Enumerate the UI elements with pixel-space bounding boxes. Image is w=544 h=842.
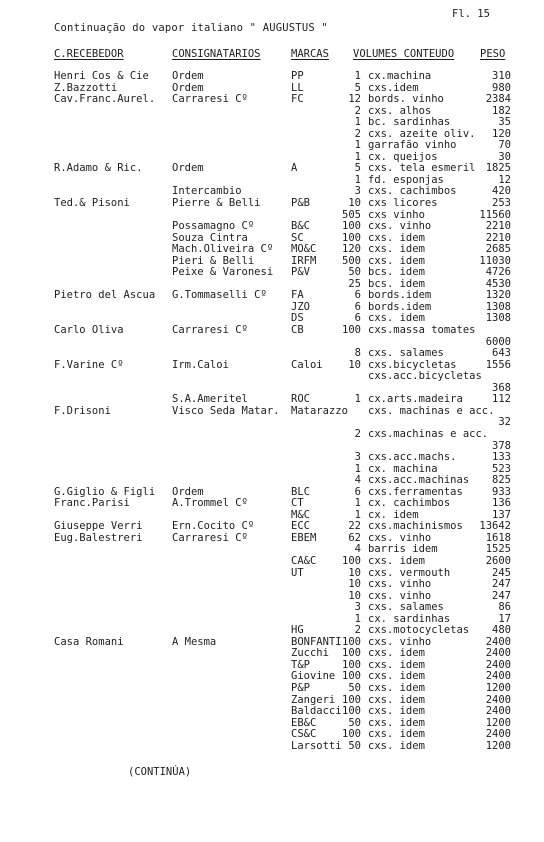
volume-quantity-cell: 100	[342, 670, 361, 683]
table-row	[0, 648, 544, 660]
continues-note: (CONTINÚA)	[128, 766, 192, 778]
conteudo-cell: cxs. idem	[368, 658, 425, 671]
table-row	[0, 302, 544, 314]
marca-cell: A	[291, 162, 298, 175]
recebedor-cell: Franc.Parisi	[54, 497, 130, 510]
peso-cell: 2685	[485, 243, 511, 256]
table-row	[0, 475, 544, 487]
volume-quantity-cell: 500	[342, 254, 361, 267]
volume-quantity-cell: 1	[354, 612, 361, 625]
conteudo-cell: cxs. vinho	[368, 531, 432, 544]
volume-quantity-cell: 100	[342, 728, 361, 741]
peso-cell: 2400	[485, 635, 511, 648]
conteudo-cell: cx. cachimbos	[368, 497, 451, 510]
consignatario-cell: Mach.Oliveira Cº	[172, 243, 274, 256]
conteudo-cell: bords.idem	[368, 289, 432, 302]
peso-cell: 12	[498, 173, 511, 186]
peso-cell: 378	[492, 439, 511, 452]
conteudo-cell: cxs. vinho	[368, 589, 432, 602]
peso-cell: 1525	[485, 543, 511, 556]
table-row	[0, 71, 544, 83]
marca-cell: P&P	[291, 681, 310, 694]
peso-cell: 1825	[485, 162, 511, 175]
volume-quantity-cell: 100	[342, 658, 361, 671]
consignatario-cell: Ordem	[172, 485, 204, 498]
marca-cell: BONFANTI	[291, 635, 342, 648]
conteudo-cell: cx. machina	[368, 462, 438, 475]
peso-cell: 2400	[485, 693, 511, 706]
peso-cell: 310	[492, 70, 511, 82]
peso-cell: 11030	[479, 254, 511, 267]
conteudo-cell: cxs. idem	[368, 705, 425, 718]
volume-quantity-cell: 50	[348, 681, 361, 694]
table-row	[0, 544, 544, 556]
column-header-consignatarios: CONSIGNATARIOS	[172, 48, 261, 60]
peso-cell: 4726	[485, 266, 511, 279]
marca-cell: Caloi	[291, 358, 323, 371]
conteudo-cell: cxs. idem	[368, 554, 425, 567]
conteudo-cell: cx. queijos	[368, 150, 438, 163]
conteudo-cell: cxs.bicycletas	[368, 358, 457, 371]
marca-cell: P&V	[291, 266, 310, 279]
conteudo-cell: cxs. idem	[368, 670, 425, 683]
peso-cell: 247	[492, 578, 511, 591]
conteudo-cell: cx. sardinhas	[368, 612, 451, 625]
volume-quantity-cell: 8	[354, 347, 361, 360]
table-row	[0, 267, 544, 279]
volume-quantity-cell: 505	[342, 208, 361, 221]
peso-cell: 480	[492, 624, 511, 637]
peso-cell: 86	[498, 601, 511, 614]
consignatario-cell: A.Trommel Cº	[172, 497, 248, 510]
consignatario-cell: Ordem	[172, 81, 204, 94]
conteudo-cell: cxs. idem	[368, 739, 425, 752]
marca-cell: B&C	[291, 220, 310, 233]
page-title: Continuação do vapor italiano " AUGUSTUS "	[54, 22, 328, 34]
table-row	[0, 406, 544, 418]
peso-cell: 2210	[485, 231, 511, 244]
recebedor-cell: Pietro del Ascua	[54, 289, 156, 302]
table-row	[0, 106, 544, 118]
volume-quantity-cell: 10	[348, 578, 361, 591]
volume-quantity-cell: 3	[354, 451, 361, 464]
marca-cell: CS&C	[291, 728, 317, 741]
conteudo-cell: cxs. vinho	[368, 635, 432, 648]
marca-cell: T&P	[291, 658, 310, 671]
volume-quantity-cell: 1	[354, 150, 361, 163]
consignatario-cell: Ern.Cocito Cº	[172, 520, 255, 533]
table-row	[0, 429, 544, 441]
conteudo-cell: cxs.motocycletas	[368, 624, 470, 637]
table-row	[0, 452, 544, 464]
peso-cell: 643	[492, 347, 511, 360]
conteudo-cell: cxs vinho	[368, 208, 425, 221]
conteudo-cell: cxs licores	[368, 197, 438, 210]
volume-quantity-cell: 2	[354, 127, 361, 140]
column-header-volumes-conteudo: VOLUMES CONTEUDO	[353, 48, 455, 60]
table-row	[0, 244, 544, 256]
peso-cell: 1200	[485, 681, 511, 694]
table-row	[0, 568, 544, 580]
marca-cell: P&B	[291, 197, 310, 210]
conteudo-cell: cxs. idem	[368, 693, 425, 706]
table-row	[0, 579, 544, 591]
table-row	[0, 210, 544, 222]
recebedor-cell: Ted.& Pisoni	[54, 197, 130, 210]
peso-cell: 30	[498, 150, 511, 163]
table-row	[0, 337, 544, 349]
volume-quantity-cell: 100	[342, 647, 361, 660]
conteudo-cell: cxs. alhos	[368, 104, 432, 117]
peso-cell: 1200	[485, 716, 511, 729]
volume-quantity-cell: 6	[354, 300, 361, 313]
conteudo-cell: cxs. cachimbos	[368, 185, 457, 198]
conteudo-cell: cxs. idem	[368, 254, 425, 267]
volume-quantity-cell: 1	[354, 116, 361, 129]
volume-quantity-cell: 12	[348, 93, 361, 106]
consignatario-cell: Carraresi Cº	[172, 93, 248, 106]
volume-quantity-cell: 1	[354, 70, 361, 82]
conteudo-cell: cx.arts.madeira	[368, 393, 463, 406]
recebedor-cell: F.Varine Cº	[54, 358, 124, 371]
conteudo-cell: cxs. salames	[368, 347, 444, 360]
conteudo-cell: barris idem	[368, 543, 438, 556]
volume-quantity-cell: 100	[342, 231, 361, 244]
marca-cell: Zucchi	[291, 647, 329, 660]
peso-cell: 1308	[485, 312, 511, 325]
peso-cell: 933	[492, 485, 511, 498]
peso-cell: 2400	[485, 728, 511, 741]
table-row	[0, 729, 544, 741]
table-row	[0, 591, 544, 603]
conteudo-cell: cxs.acc.bicycletas	[368, 370, 482, 383]
manifest-table	[0, 71, 544, 752]
consignatario-cell: Ordem	[172, 70, 204, 82]
peso-cell: 2400	[485, 658, 511, 671]
peso-cell: 2384	[485, 93, 511, 106]
conteudo-cell: cxs.ferramentas	[368, 485, 463, 498]
volume-quantity-cell: 100	[342, 635, 361, 648]
volume-quantity-cell: 10	[348, 589, 361, 602]
marca-cell: BLC	[291, 485, 310, 498]
consignatario-cell: Carraresi Cº	[172, 324, 248, 337]
peso-cell: 133	[492, 451, 511, 464]
consignatario-cell: Pierre & Belli	[172, 197, 261, 210]
marca-cell: EB&C	[291, 716, 317, 729]
peso-cell: 2210	[485, 220, 511, 233]
consignatario-cell: A Mesma	[172, 635, 217, 648]
recebedor-cell: R.Adamo & Ric.	[54, 162, 143, 175]
recebedor-cell: Casa Romani	[54, 635, 124, 648]
marca-cell: JZO	[291, 300, 310, 313]
recebedor-cell: Carlo Oliva	[54, 324, 124, 337]
peso-cell: 2400	[485, 647, 511, 660]
volume-quantity-cell: 10	[348, 566, 361, 579]
peso-cell: 32	[498, 416, 511, 429]
conteudo-cell: cx. idem	[368, 508, 419, 521]
volume-quantity-cell: 2	[354, 427, 361, 440]
peso-cell: 1556	[485, 358, 511, 371]
volume-quantity-cell: 6	[354, 289, 361, 302]
page-number: Fl. 15	[452, 8, 490, 20]
conteudo-cell: cxs. idem	[368, 728, 425, 741]
marca-cell: CA&C	[291, 554, 317, 567]
marca-cell: FA	[291, 289, 304, 302]
consignatario-cell: S.A.Ameritel	[172, 393, 248, 406]
marca-cell: Giovine	[291, 670, 336, 683]
marca-cell: Larsotti	[291, 739, 342, 752]
marca-cell: IRFM	[291, 254, 317, 267]
volume-quantity-cell: 3	[354, 601, 361, 614]
peso-cell: 13642	[479, 520, 511, 533]
table-row	[0, 94, 544, 106]
peso-cell: 136	[492, 497, 511, 510]
volume-quantity-cell: 10	[348, 197, 361, 210]
conteudo-cell: bords.idem	[368, 300, 432, 313]
conteudo-cell: fd. esponjas	[368, 173, 444, 186]
table-row	[0, 556, 544, 568]
column-header-marcas: MARCAS	[291, 48, 329, 60]
volume-quantity-cell: 4	[354, 543, 361, 556]
volume-quantity-cell: 50	[348, 266, 361, 279]
volume-quantity-cell: 50	[348, 739, 361, 752]
peso-cell: 1618	[485, 531, 511, 544]
conteudo-cell: cxs. vinho	[368, 220, 432, 233]
peso-cell: 368	[492, 381, 511, 394]
table-row	[0, 741, 544, 753]
conteudo-cell: cxs. machinas e acc.	[368, 404, 495, 417]
peso-cell: 112	[492, 393, 511, 406]
peso-cell: 247	[492, 589, 511, 602]
consignatario-cell: G.Tommaselli Cº	[172, 289, 267, 302]
conteudo-cell: cxs. idem	[368, 231, 425, 244]
volume-quantity-cell: 5	[354, 81, 361, 94]
conteudo-cell: cxs. idem	[368, 716, 425, 729]
consignatario-cell: Irm.Caloi	[172, 358, 229, 371]
table-row	[0, 660, 544, 672]
marca-cell: Matarazzo	[291, 404, 348, 417]
peso-cell: 182	[492, 104, 511, 117]
conteudo-cell: garrafão vinho	[368, 139, 457, 152]
peso-cell: 825	[492, 474, 511, 487]
recebedor-cell: G.Giglio & Figli	[54, 485, 156, 498]
table-row	[0, 140, 544, 152]
table-row	[0, 637, 544, 649]
peso-cell: 11560	[479, 208, 511, 221]
volume-quantity-cell: 1	[354, 139, 361, 152]
marca-cell: DS	[291, 312, 304, 325]
peso-cell: 137	[492, 508, 511, 521]
consignatario-cell: Pieri & Belli	[172, 254, 255, 267]
peso-cell: 4530	[485, 277, 511, 290]
volume-quantity-cell: 1	[354, 508, 361, 521]
marca-cell: ECC	[291, 520, 310, 533]
table-row	[0, 498, 544, 510]
conteudo-cell: cxs. vinho	[368, 578, 432, 591]
peso-cell: 2400	[485, 670, 511, 683]
table-row	[0, 325, 544, 337]
conteudo-cell: cxs.massa tomates	[368, 324, 476, 337]
volume-quantity-cell: 3	[354, 185, 361, 198]
marca-cell: ROC	[291, 393, 310, 406]
table-row	[0, 706, 544, 718]
table-row	[0, 718, 544, 730]
marca-cell: FC	[291, 93, 304, 106]
volume-quantity-cell: 1	[354, 497, 361, 510]
recebedor-cell: F.Drisoni	[54, 404, 111, 417]
volume-quantity-cell: 100	[342, 220, 361, 233]
table-row	[0, 371, 544, 383]
conteudo-cell: cxs.machinas e acc.	[368, 427, 489, 440]
volume-quantity-cell: 5	[354, 162, 361, 175]
marca-cell: EBEM	[291, 531, 317, 544]
marca-cell: PP	[291, 70, 304, 82]
volume-quantity-cell: 62	[348, 531, 361, 544]
conteudo-cell: cxs. salames	[368, 601, 444, 614]
conteudo-cell: cxs. azeite oliv.	[368, 127, 476, 140]
table-row	[0, 175, 544, 187]
consignatario-cell: Intercambio	[172, 185, 242, 198]
peso-cell: 17	[498, 612, 511, 625]
recebedor-cell: Cav.Franc.Aurel.	[54, 93, 156, 106]
peso-cell: 420	[492, 185, 511, 198]
volume-quantity-cell: 10	[348, 358, 361, 371]
volume-quantity-cell: 2	[354, 104, 361, 117]
conteudo-cell: cxs. idem	[368, 681, 425, 694]
table-row	[0, 602, 544, 614]
marca-cell: LL	[291, 81, 304, 94]
table-row	[0, 671, 544, 683]
peso-cell: 120	[492, 127, 511, 140]
peso-cell: 2600	[485, 554, 511, 567]
consignatario-cell: Souza Cintra	[172, 231, 248, 244]
marca-cell: M&C	[291, 508, 310, 521]
table-row	[0, 221, 544, 233]
conteudo-cell: cxs.acc.machinas	[368, 474, 470, 487]
conteudo-cell: cxs.idem	[368, 81, 419, 94]
marca-cell: CT	[291, 497, 304, 510]
conteudo-cell: cxs.acc.machs.	[368, 451, 457, 464]
recebedor-cell: Eug.Balestreri	[54, 531, 143, 544]
conteudo-cell: bcs. idem	[368, 266, 425, 279]
volume-quantity-cell: 25	[348, 277, 361, 290]
conteudo-cell: cxs.machinismos	[368, 520, 463, 533]
table-row	[0, 290, 544, 302]
table-row	[0, 683, 544, 695]
conteudo-cell: cxs. idem	[368, 243, 425, 256]
peso-cell: 70	[498, 139, 511, 152]
column-header-recebedor: C.RECEBEDOR	[54, 48, 124, 60]
volume-quantity-cell: 4	[354, 474, 361, 487]
table-row	[0, 198, 544, 210]
marca-cell: MO&C	[291, 243, 317, 256]
peso-cell: 523	[492, 462, 511, 475]
recebedor-cell: Henri Cos & Cie	[54, 70, 149, 82]
conteudo-cell: cxs. idem	[368, 312, 425, 325]
conteudo-cell: cxs. idem	[368, 647, 425, 660]
volume-quantity-cell: 6	[354, 312, 361, 325]
volume-quantity-cell: 2	[354, 624, 361, 637]
marca-cell: Baldacci	[291, 705, 342, 718]
column-header-peso: PESO	[480, 48, 506, 60]
consignatario-cell: Peixe & Varonesi	[172, 266, 274, 279]
peso-cell: 980	[492, 81, 511, 94]
volume-quantity-cell: 22	[348, 520, 361, 533]
peso-cell: 2400	[485, 705, 511, 718]
table-row	[0, 129, 544, 141]
conteudo-cell: bords. vinho	[368, 93, 444, 106]
marca-cell: UT	[291, 566, 304, 579]
volume-quantity-cell: 100	[342, 324, 361, 337]
peso-cell: 1200	[485, 739, 511, 752]
table-row	[0, 348, 544, 360]
table-row	[0, 117, 544, 129]
volume-quantity-cell: 100	[342, 705, 361, 718]
consignatario-cell: Ordem	[172, 162, 204, 175]
volume-quantity-cell: 1	[354, 173, 361, 186]
consignatario-cell: Carraresi Cº	[172, 531, 248, 544]
peso-cell: 35	[498, 116, 511, 129]
marca-cell: HG	[291, 624, 304, 637]
conteudo-cell: cxs. vermouth	[368, 566, 451, 579]
volume-quantity-cell: 120	[342, 243, 361, 256]
volume-quantity-cell: 50	[348, 716, 361, 729]
consignatario-cell: Visco Seda Matar.	[172, 404, 280, 417]
recebedor-cell: Z.Bazzotti	[54, 81, 118, 94]
table-row	[0, 163, 544, 175]
recebedor-cell: Giuseppe Verri	[54, 520, 143, 533]
peso-cell: 6000	[485, 335, 511, 348]
consignatario-cell: Possamagno Cº	[172, 220, 255, 233]
conteudo-cell: bcs. idem	[368, 277, 425, 290]
conteudo-cell: cx.machina	[368, 70, 432, 82]
marca-cell: Zangeri	[291, 693, 336, 706]
conteudo-cell: cxs. tela esmeril	[368, 162, 476, 175]
peso-cell: 1308	[485, 300, 511, 313]
volume-quantity-cell: 1	[354, 462, 361, 475]
marca-cell: SC	[291, 231, 304, 244]
table-row	[0, 695, 544, 707]
marca-cell: CB	[291, 324, 304, 337]
peso-cell: 245	[492, 566, 511, 579]
volume-quantity-cell: 100	[342, 554, 361, 567]
table-row	[0, 441, 544, 453]
peso-cell: 1320	[485, 289, 511, 302]
volume-quantity-cell: 1	[354, 393, 361, 406]
volume-quantity-cell: 100	[342, 693, 361, 706]
volume-quantity-cell: 6	[354, 485, 361, 498]
conteudo-cell: bc. sardinhas	[368, 116, 451, 129]
table-row	[0, 533, 544, 545]
peso-cell: 253	[492, 197, 511, 210]
